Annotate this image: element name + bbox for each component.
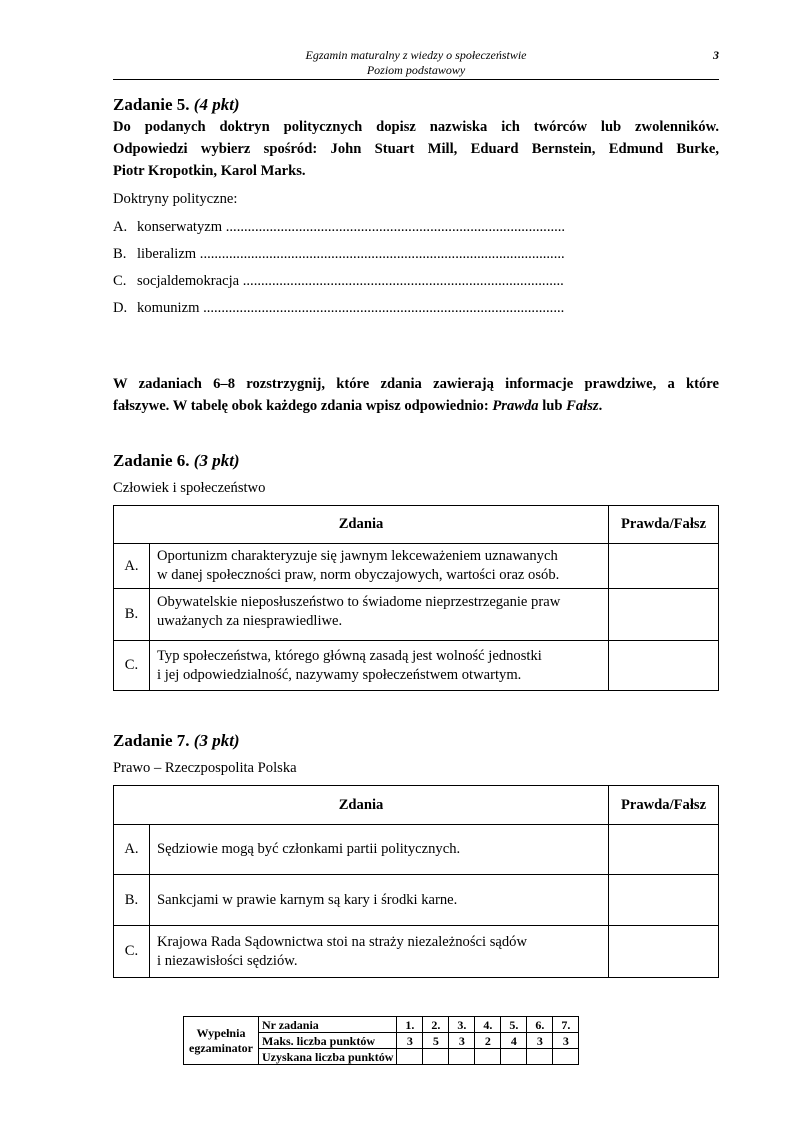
max-points: 3 bbox=[553, 1033, 579, 1049]
task7-subtitle: Prawo – Rzeczpospolita Polska bbox=[113, 760, 297, 776]
instruction-line: W zadaniach 6–8 rozstrzygnij, które zdania zawierają informacje prawdziwe, a które bbox=[113, 376, 719, 392]
row-letter: B. bbox=[114, 875, 150, 926]
examiner-line: egzaminator bbox=[189, 1040, 253, 1055]
task-number: 7. bbox=[553, 1017, 579, 1033]
table-row bbox=[114, 589, 719, 641]
row-statement bbox=[150, 544, 609, 589]
statement-line: w danej społeczności praw, norm obyczajowych, wartości oraz osób. bbox=[157, 567, 560, 583]
answer-cell[interactable] bbox=[609, 926, 719, 978]
row-letter: A. bbox=[114, 825, 150, 875]
task6-points: (3 pkt) bbox=[193, 451, 240, 470]
task7-title-text: Zadanie 7. bbox=[113, 731, 190, 750]
statement-line: Oportunizm charakteryzuje się jawnym lekceważeniem uznawanych bbox=[157, 548, 558, 564]
task5-instruction-line: Odpowiedzi wybierz spośród: John Stuart Mill, Eduard Bernstein, Edmund Burke, bbox=[113, 141, 719, 157]
table-row bbox=[114, 926, 719, 978]
score-row-label: Nr zadania bbox=[259, 1017, 397, 1033]
prawda-word: Prawda bbox=[492, 398, 539, 414]
task5-title bbox=[113, 95, 240, 115]
max-points: 5 bbox=[423, 1033, 449, 1049]
row-letter: A. bbox=[114, 544, 150, 589]
instruction-text: . bbox=[598, 398, 603, 414]
score-row-label: Uzyskana liczba punktów bbox=[259, 1049, 397, 1065]
answer-cell[interactable] bbox=[609, 589, 719, 641]
max-points: 3 bbox=[397, 1033, 423, 1049]
instruction-line bbox=[113, 395, 719, 417]
task6-title bbox=[113, 451, 240, 471]
doctrine-letter: C. bbox=[113, 273, 127, 289]
exam-level: Poziom podstawowy bbox=[366, 63, 466, 77]
table-header-row bbox=[114, 786, 719, 825]
doctrine-answer-line[interactable]: komunizm ................................................................................................... bbox=[137, 300, 565, 316]
row-statement: Sankcjami w prawie karnym są kary i środki karne. bbox=[150, 875, 609, 926]
instruction-text: fałszywe. W tabelę obok każdego zdania wpisz odpowiednio: bbox=[113, 398, 493, 414]
statement-line: Obywatelskie nieposłuszeństwo to świadome nieprzestrzeganie praw bbox=[157, 594, 561, 610]
doctrine-row bbox=[113, 300, 564, 317]
doctrine-answer-line[interactable]: socjaldemokracja ........................................................................................ bbox=[137, 273, 564, 289]
instruction-6-8 bbox=[113, 373, 719, 417]
col-statements: Zdania bbox=[114, 786, 609, 825]
row-letter: C. bbox=[114, 926, 150, 978]
task7-points: (3 pkt) bbox=[193, 731, 240, 750]
task5-points: (4 pkt) bbox=[193, 95, 240, 114]
table-row bbox=[114, 875, 719, 926]
answer-cell[interactable] bbox=[609, 825, 719, 875]
max-points: 4 bbox=[501, 1033, 527, 1049]
col-statements: Zdania bbox=[114, 506, 609, 544]
obtained-points-cell[interactable] bbox=[501, 1049, 527, 1065]
task-number: 2. bbox=[423, 1017, 449, 1033]
answer-cell[interactable] bbox=[609, 875, 719, 926]
statement-line: i jej odpowiedzialność, nazywamy społeczeństwem otwartym. bbox=[157, 666, 522, 683]
task-number: 6. bbox=[527, 1017, 553, 1033]
obtained-points-cell[interactable] bbox=[449, 1049, 475, 1065]
max-points: 3 bbox=[449, 1033, 475, 1049]
row-letter: B. bbox=[114, 589, 150, 641]
doctrine-letter: A. bbox=[113, 219, 128, 235]
doctrine-answer-line[interactable]: liberalizm .................................................................................................... bbox=[137, 246, 565, 262]
doctrine-letter: D. bbox=[113, 300, 128, 316]
answer-cell[interactable] bbox=[609, 641, 719, 691]
task7-title bbox=[113, 731, 240, 751]
task-number: 1. bbox=[397, 1017, 423, 1033]
task5-instruction-line: Do podanych doktryn politycznych dopisz nazwiska ich twórców lub zwolenników. bbox=[113, 119, 719, 135]
statement-line: Krajowa Rada Sądownictwa stoi na straży niezależności sądów bbox=[157, 933, 527, 950]
task-number: 3. bbox=[449, 1017, 475, 1033]
obtained-points-cell[interactable] bbox=[397, 1049, 423, 1065]
page-header bbox=[113, 47, 719, 80]
task-number: 5. bbox=[501, 1017, 527, 1033]
task7-table bbox=[113, 785, 719, 978]
task5-instruction bbox=[113, 116, 719, 182]
score-table bbox=[183, 1016, 579, 1065]
doctrines-label: Doktryny polityczne: bbox=[113, 191, 238, 207]
statement-line: uważanych za niesprawiedliwe. bbox=[157, 613, 343, 629]
max-points: 2 bbox=[475, 1033, 501, 1049]
statement-line: Typ społeczeństwa, którego główną zasadą jest wolność jednostki bbox=[157, 647, 542, 664]
max-points: 3 bbox=[527, 1033, 553, 1049]
table-header-row bbox=[114, 506, 719, 544]
task6-subtitle: Człowiek i społeczeństwo bbox=[113, 480, 266, 496]
table-row bbox=[114, 825, 719, 875]
falsz-word: Fałsz bbox=[566, 398, 599, 414]
row-statement bbox=[150, 641, 609, 691]
score-row-label: Maks. liczba punktów bbox=[259, 1033, 397, 1049]
page-number: 3 bbox=[713, 48, 719, 62]
col-answer: Prawda/Fałsz bbox=[609, 786, 719, 825]
obtained-points-cell[interactable] bbox=[527, 1049, 553, 1065]
doctrine-row bbox=[113, 273, 564, 290]
table-row bbox=[114, 641, 719, 691]
task6-table bbox=[113, 505, 719, 691]
task6-title-text: Zadanie 6. bbox=[113, 451, 190, 470]
obtained-points-cell[interactable] bbox=[423, 1049, 449, 1065]
row-letter: C. bbox=[114, 641, 150, 691]
statement-line: i niezawisłości sędziów. bbox=[157, 952, 298, 969]
doctrine-letter: B. bbox=[113, 246, 127, 262]
instruction-text: lub bbox=[538, 398, 567, 414]
obtained-points-cell[interactable] bbox=[553, 1049, 579, 1065]
row-statement: Sędziowie mogą być członkami partii politycznych. bbox=[150, 825, 609, 875]
table-row bbox=[114, 544, 719, 589]
doctrine-answer-line[interactable]: konserwatyzm ............................................................................................. bbox=[137, 219, 566, 235]
exam-title: Egzamin maturalny z wiedzy o społeczeństwie bbox=[305, 48, 527, 62]
examiner-cell bbox=[184, 1017, 259, 1065]
row-statement bbox=[150, 589, 609, 641]
col-answer: Prawda/Fałsz bbox=[609, 506, 719, 544]
doctrine-row bbox=[113, 246, 565, 263]
doctrine-row bbox=[113, 219, 565, 236]
row-statement bbox=[150, 926, 609, 978]
task5-title-text: Zadanie 5. bbox=[113, 95, 190, 114]
task-number: 4. bbox=[475, 1017, 501, 1033]
task5-instruction-line: Piotr Kropotkin, Karol Marks. bbox=[113, 163, 306, 179]
examiner-line: Wypełnia bbox=[196, 1025, 246, 1040]
obtained-points-cell[interactable] bbox=[475, 1049, 501, 1065]
score-row-task-numbers bbox=[184, 1017, 579, 1033]
answer-cell[interactable] bbox=[609, 544, 719, 589]
